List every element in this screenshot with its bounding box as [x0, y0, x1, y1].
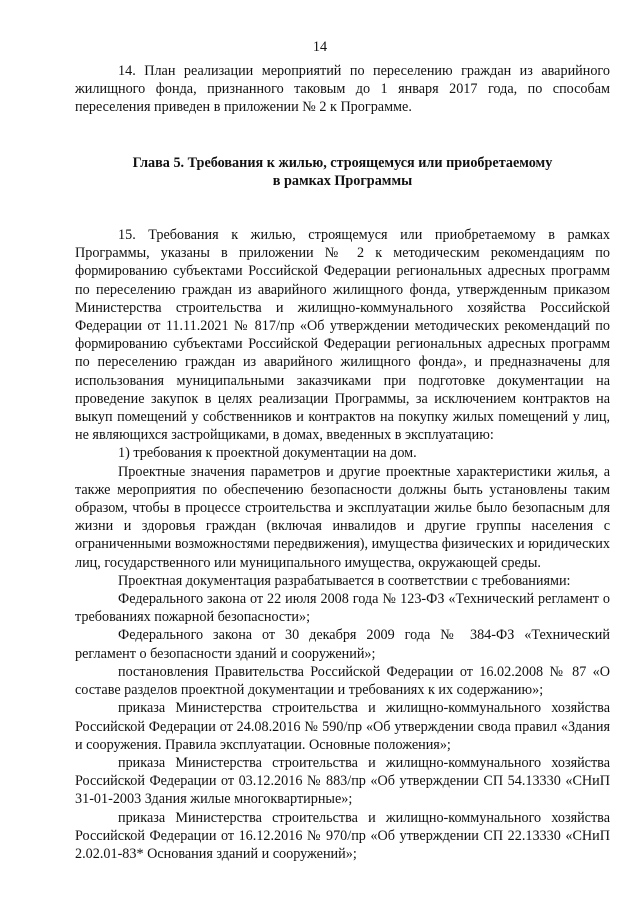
- page-number: 14: [312, 39, 328, 55]
- list-item-decree-87: постановления Правительства Российской Федерации от 16.02.2008 № 87 «О составе разделов проектной документации и требованиях к их содержанию»;: [75, 663, 610, 699]
- chapter-heading-line-1: Глава 5. Требования к жилью, строящемуся или приобретаемому: [132, 154, 553, 171]
- list-item-order-970: приказа Министерства строительства и жилищно-коммунального хозяйства Российской Федерации от 16.12.2016 № 970/пр «Об утверждении СП 22.13330 «СНиП 2.02.01-83* Основания зданий и сооружений»;: [75, 809, 610, 862]
- list-item-law-384: Федерального закона от 30 декабря 2009 года № 384-ФЗ «Технический регламент о безопасности зданий и сооружений»;: [75, 627, 610, 662]
- list-item-order-883: приказа Министерства строительства и жилищно-коммунального хозяйства Российской Федерации от 03.12.2016 № 883/пр «Об утверждении СП 54.13330 «СНиП 31-01-2003 Здания жилые многоквартирные»;: [75, 754, 610, 808]
- paragraph-15: 15. Требования к жилью, строящемуся или приобретаемому в рамках Программы, указаны в приложении № 2 к методическим рекомендациям по формированию субъектами Российской Федерации региональных адресных программ по переселению граждан из аварийного жилищного фонда, утвержденным приказом Министерства строительства и жилищно-коммунального хозяйства Российской Федерации от 11.11.2021 № 817/пр «Об утверждении методических рекомендаций по формированию субъектами Российской Федерации региональных адресных программ по переселению граждан из аварийного жилищного фонда», и предназначены для использования муниципальными заказчиками при подготовке документации на проведение закупок в целях реализации Программы, за исключением контрактов на выкуп помещений у собственников и контрактов на покупку жилых помещений у лиц, не являющихся застройщиками, в домах, введенных в эксплуатацию:: [75, 227, 610, 444]
- paragraph-design-docs: Проектная документация разрабатывается в соответствии с требованиями:: [118, 572, 571, 589]
- chapter-heading-line-2: в рамках Программы: [272, 172, 413, 189]
- document-body: [75, 62, 610, 863]
- list-item-law-123: Федерального закона от 22 июля 2008 года № 123-ФЗ «Технический регламент о требованиях пожарной безопасности»;: [75, 591, 610, 626]
- paragraph-14: 14. План реализации мероприятий по переселению граждан из аварийного жилищного фонда, признанного таковым до 1 января 2017 года, по способам переселения приведен в приложении № 2 к Программе.: [75, 63, 610, 116]
- list-item-order-590: приказа Министерства строительства и жилищно-коммунального хозяйства Российской Федерации от 24.08.2016 № 590/пр «Об утверждении свода правил «Здания и сооружения. Правила эксплуатации. Основные положения»;: [75, 700, 610, 753]
- paragraph-design-values: Проектные значения параметров и другие проектные характеристики жилья, а также мероприятия по обеспечению безопасности должны быть установлены таким образом, чтобы в процессе строительства и эксплуатации жилье было безопасным для жизни и здоровья граждан (включая инвалидов и другие группы населения с ограниченными возможностями передвижения), имущества физических и юридических лиц, государственного или муниципального имущества, окружающей среды.: [75, 463, 610, 571]
- chapter-heading: [75, 154, 610, 190]
- requirement-item-1: 1) требования к проектной документации на дом.: [118, 445, 417, 462]
